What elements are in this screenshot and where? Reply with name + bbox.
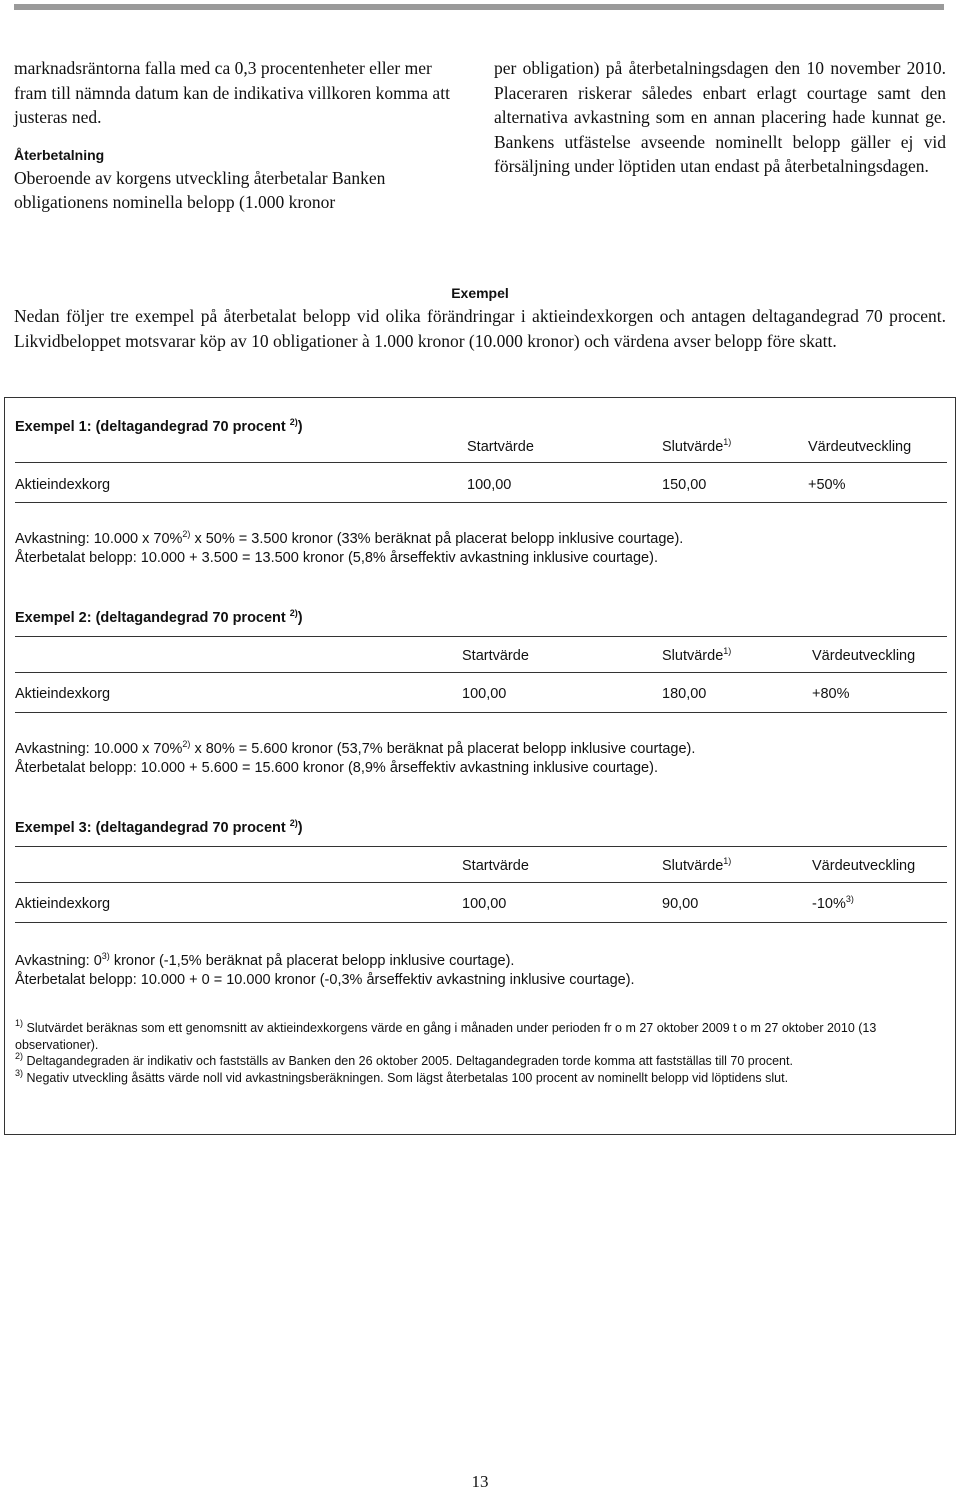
top-rule-example [15, 636, 947, 637]
examples-box [4, 397, 956, 1135]
header-rule [15, 672, 947, 673]
col-header-end: Slutvärde$^{1)}$ [662, 646, 732, 664]
row-rule [15, 922, 947, 923]
change-value: -10%$^{3)}$ [812, 894, 854, 912]
top-rule [14, 4, 944, 10]
row-rule [15, 712, 947, 713]
footnote-1: $^{1)}$ Slutvärdet beräknas som ett genomsnitt av aktieindexkorgens värde en gång i månaden under perioden fr o m 27 oktober 2009 t o m 27 oktober 2010 (13 observationer). [15, 1018, 877, 1052]
col-header-change: Värdeutveckling [808, 439, 912, 455]
left-paragraph-2: Oberoende av korgens utveckling återbetalar Banken obligationens nominella belopp (1.000 kronor [14, 167, 386, 213]
row-label: Aktieindexkorg [15, 477, 111, 493]
left-column [14, 56, 466, 215]
col-header-change: Värdeutveckling [812, 648, 916, 664]
example-heading: Exempel 3: (deltagandegrad 70 procent $^{2)}$) [15, 818, 303, 836]
right-column [494, 56, 946, 179]
change-value: +50% [808, 477, 846, 493]
row-label: Aktieindexkorg [15, 686, 111, 702]
example-heading: Exempel 2: (deltagandegrad 70 procent $^{2)}$) [15, 608, 303, 626]
left-paragraph-1: marknadsräntorna falla med ca 0,3 procentenheter eller mer fram till nämnda datum kan de indikativa villkoren komma att justeras ned. [14, 58, 450, 128]
end-value: 180,00 [662, 686, 707, 702]
return-line: Avkastning: 10.000 x 70%$^{2)}$ x 80% = 5.600 kronor (53,7% beräknat på placerat belopp inklusive courtage). [15, 739, 696, 757]
example-intro: Nedan följer tre exempel på återbetalat belopp vid olika förändringar i aktieindexkorgen och antagen deltagandegrad 70 procent. Likvidbeloppet motsvarar köp av 10 obligationer à 1.000 kronor (10.000 kronor) och värdena avser belopp före skatt. [14, 306, 946, 351]
header-rule [15, 882, 947, 883]
example-heading: Exempel 1: (deltagandegrad 70 procent $^{2)}$) [15, 417, 303, 435]
header-rule [15, 462, 947, 463]
repaid-line: Återbetalat belopp: 10.000 + 5.600 = 15.600 kronor (8,9% årseffektiv avkastning inklusive courtage). [15, 760, 658, 776]
end-value: 150,00 [662, 477, 707, 493]
right-paragraph-1: per obligation) på återbetalningsdagen den 10 november 2010. Placeraren riskerar således enbart erlagt courtage samt den alternativa avkastning som en annan placering hade kunnat ge. Bankens utfästelse avseende nominellt belopp gäller ej vid försäljning under löptiden utan endast på återbetalningsdagen. [494, 58, 946, 177]
repaid-line: Återbetalat belopp: 10.000 + 0 = 10.000 kronor (-0,3% årseffektiv avkastning inklusive courtage). [15, 972, 635, 988]
end-value: 90,00 [662, 896, 699, 912]
return-line: Avkastning: 10.000 x 70%$^{2)}$ x 50% = 3.500 kronor (33% beräknat på placerat belopp inklusive courtage). [15, 529, 684, 547]
section-heading: Återbetalning [14, 146, 105, 163]
footnote-3: $^{3)}$ Negativ utveckling åsätts värde noll vid avkastningsberäkningen. Som lägst återbetalas 100 procent av nominellt belopp vid löptidens slut. [15, 1067, 789, 1085]
example-section-title: Exempel [451, 285, 509, 301]
start-value: 100,00 [467, 477, 512, 493]
row-label: Aktieindexkorg [15, 896, 111, 912]
change-value: +80% [812, 686, 850, 702]
col-header-end: Slutvärde$^{1)}$ [662, 437, 732, 455]
start-value: 100,00 [462, 896, 507, 912]
top-rule-example [15, 846, 947, 847]
footnote-2: $^{2)}$ Deltagandegraden är indikativ och fastställs av Banken den 26 oktober 2005. Deltagandegraden torde komma att fastställas till 70 procent. [15, 1051, 793, 1068]
col-header-start: Startvärde [467, 439, 534, 455]
start-value: 100,00 [462, 686, 507, 702]
col-header-end: Slutvärde$^{1)}$ [662, 856, 732, 874]
return-line: Avkastning: 0$^{3)}$ kronor (-1,5% beräknat på placerat belopp inklusive courtage). [15, 951, 515, 969]
col-header-start: Startvärde [462, 648, 529, 664]
repaid-line: Återbetalat belopp: 10.000 + 3.500 = 13.500 kronor (5,8% årseffektiv avkastning inklusive courtage). [15, 550, 658, 566]
col-header-change: Värdeutveckling [812, 858, 916, 874]
row-rule [15, 502, 947, 503]
page-number: 13 [471, 1472, 489, 1491]
col-header-start: Startvärde [462, 858, 529, 874]
footnotes [15, 1020, 947, 1086]
